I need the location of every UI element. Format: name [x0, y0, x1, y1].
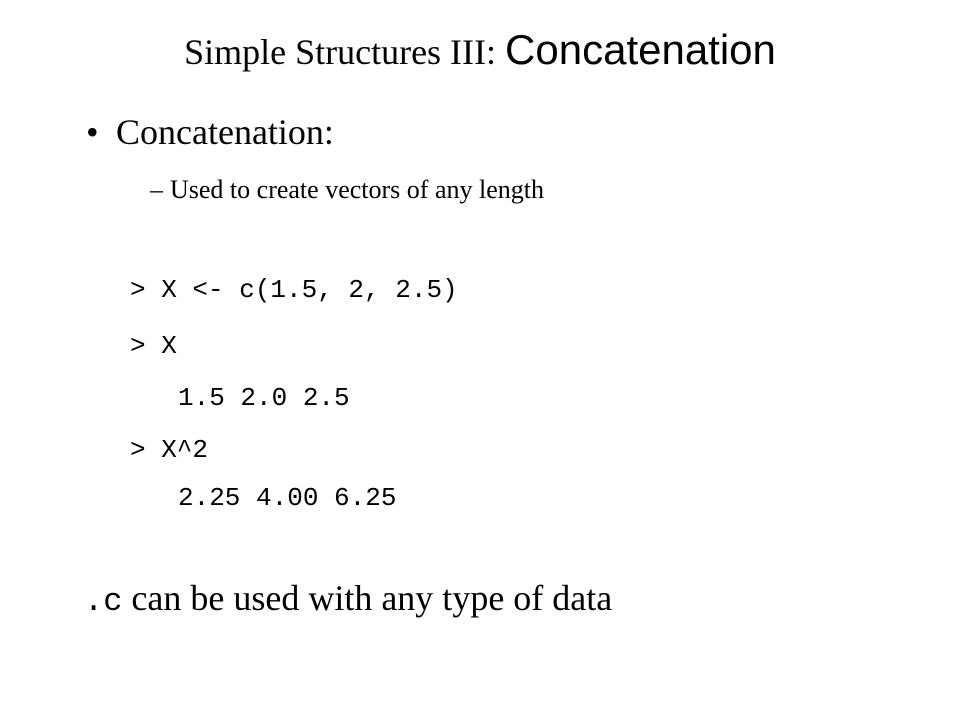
sub-bullet-text: Used to create vectors of any length [170, 175, 544, 204]
code-output-x: 1.5 2.0 2.5 [178, 383, 350, 413]
bullet-marker: • [86, 112, 99, 152]
bullet-item [86, 108, 334, 156]
sub-bullet-item [150, 170, 544, 210]
code-output-square: 2.25 4.00 6.25 [178, 483, 397, 513]
code-line-square: > X^2 [130, 435, 209, 465]
bullet-text: Concatenation: [116, 112, 334, 152]
title-main: Concatenation [505, 26, 776, 73]
footer-note [84, 574, 612, 622]
footer-text: can be used with any type of data [122, 578, 613, 618]
sub-bullet-marker: – [150, 175, 163, 204]
code-line-assign: > X <- c(1.5, 2, 2.5) [130, 275, 458, 305]
code-line-print-x: > X [130, 331, 177, 361]
footer-code: .c [84, 583, 123, 620]
title-prefix: Simple Structures III: [184, 32, 506, 72]
slide-title [0, 20, 960, 90]
